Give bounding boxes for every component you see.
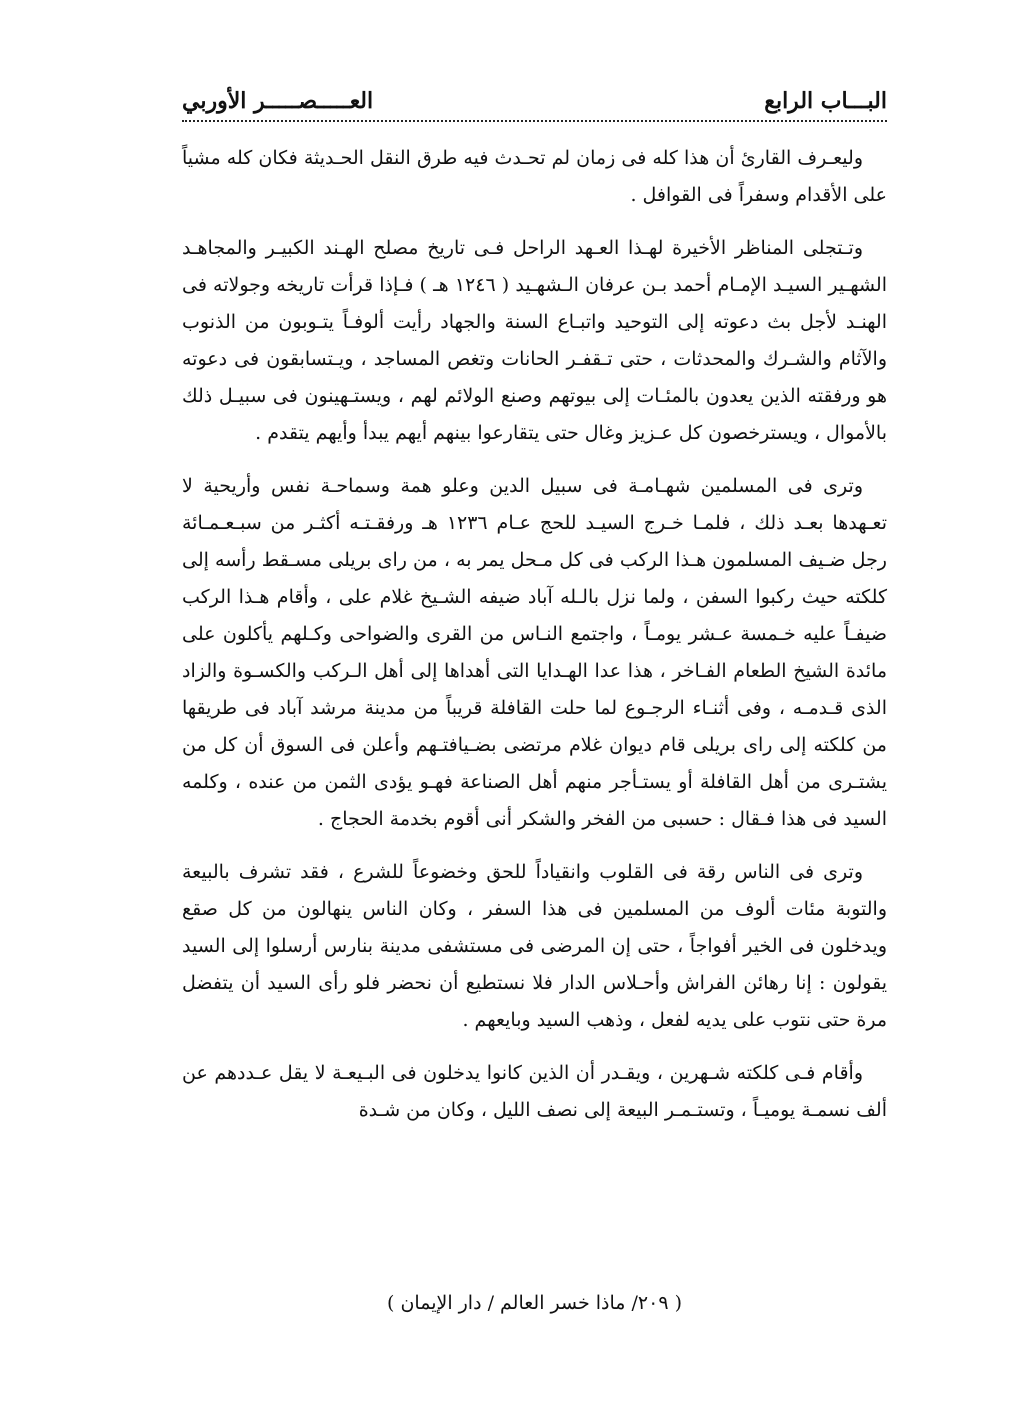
running-header: [182, 86, 887, 126]
section-title: العـــــصـــــر الأوربي: [182, 88, 374, 114]
paragraph-1: وليعـرف القارئ أن هذا كله فى زمان لم تحـدث فيه طرق النقل الحـديثة فكان كله مشياً على الأقدام وسفراً فى القوافل .: [182, 147, 887, 206]
paragraph-2: وتـتجلى المناظر الأخيرة لهـذا العـهد الراحل فـى تاريخ مصلح الهـند الكبيـر والمجاهـد الشهـير السيـد الإمـام أحمد بـن عرفان الـشهـيد ( ١٢٤٦ هـ ) فـإذا قرأت تاريخه وجولاته فى الهنـد لأجل بث دعوته إلى التوحيد واتبـاع السنة والجهاد رأيت ألوفـاً يتـوبون من الذنوب والآثام والشـرك والمحدثات ، حتى تـقفـر الحانات وتغص المساجد ، ويـتسابقون فى دعوته هو ورفقته الذين يعدون بالمئـات إلى بيوتهم وصنع الولائم لهم ، ويستـهينون فى سبيـل ذلك بالأموال ، ويسترخصون كل عـزيز وغال حتى يتقارعوا بينهم أيهم يبدأ وأيهم يتقدم .: [182, 237, 887, 444]
header-divider: [182, 120, 887, 122]
paragraph-3: وترى فى المسلمين شهـامـة فى سبيل الدين وعلو همة وسماحـة نفس وأريحية لا تعـهدها بعـد ذلك ، فلمـا خـرج السيـد للحج عـام ١٢٣٦ هـ ورفقـتـه أكثـر من سبـعـمـائة رجل ضـيف المسلمون هـذا الركب فى كل مـحل يمر به ، من راى بريلى مسـقط رأسه إلى كلكته حيث ركبوا السفن ، ولما نزل بالـله آباد ضيفه الشـيخ غلام على ، وأقام هـذا الركب ضيفـاً عليه خـمسة عـشر يومـاً ، واجتمع النـاس من القرى والضواحى وكـلهم يأكلون على مائدة الشيخ الطعام الفـاخر ، هذا عدا الهـدايا التى أهداها إلى أهل الـركب والكسـوة والزاد الذى قـدمـه ، وفى أثنـاء الرجـوع لما حلت القافلة قريباً من مدينة مرشد آباد فى طريقها من كلكته إلى راى بريلى قام ديوان غلام مرتضى بضـيافتـهم وأعلن فى السوق أن كل من يشتـرى من أهل القافلة أو يستـأجر منهم أهل الصناعة فهـو يؤدى الثمن من عنده ، وكلمه السيد فى هذا فـقال : حسبى من الفخر والشكر أنى أقوم بخدمة الحجاج .: [182, 475, 887, 830]
page-footer: ( ٢٠٩/ ماذا خسر العالم / دار الإيمان ): [387, 1292, 682, 1314]
paragraph-5: وأقام فـى كلكته شـهرين ، ويقـدر أن الذين كانوا يدخلون فى البـيعـة لا يقل عـددهم عن ألف نسمـة يوميـاً ، وتستـمـر البيعة إلى نصف الليل ، وكان من شـدة: [182, 1062, 887, 1121]
chapter-title: البـــاب الرابع: [764, 88, 887, 114]
page-body: [182, 140, 887, 1145]
paragraph-4: وترى فى الناس رقة فى القلوب وانقياداً للحق وخضوعاً للشرع ، فقد تشرف بالبيعة والتوبة مئات ألوف من المسلمين فى هذا السفر ، وكان الناس ينهالون من كل صقع ويدخلون فى الخير أفواجاً ، حتى إن المرضى فى مستشفى مدينة بنارس أرسلوا إلى السيد يقولون : إنا رهائن الفراش وأحـلاس الدار فلا نستطيع أن نحضر فلو رأى السيد أن يتفضل مرة حتى نتوب على يديه لفعل ، وذهب السيد وبايعهم .: [182, 861, 887, 1031]
